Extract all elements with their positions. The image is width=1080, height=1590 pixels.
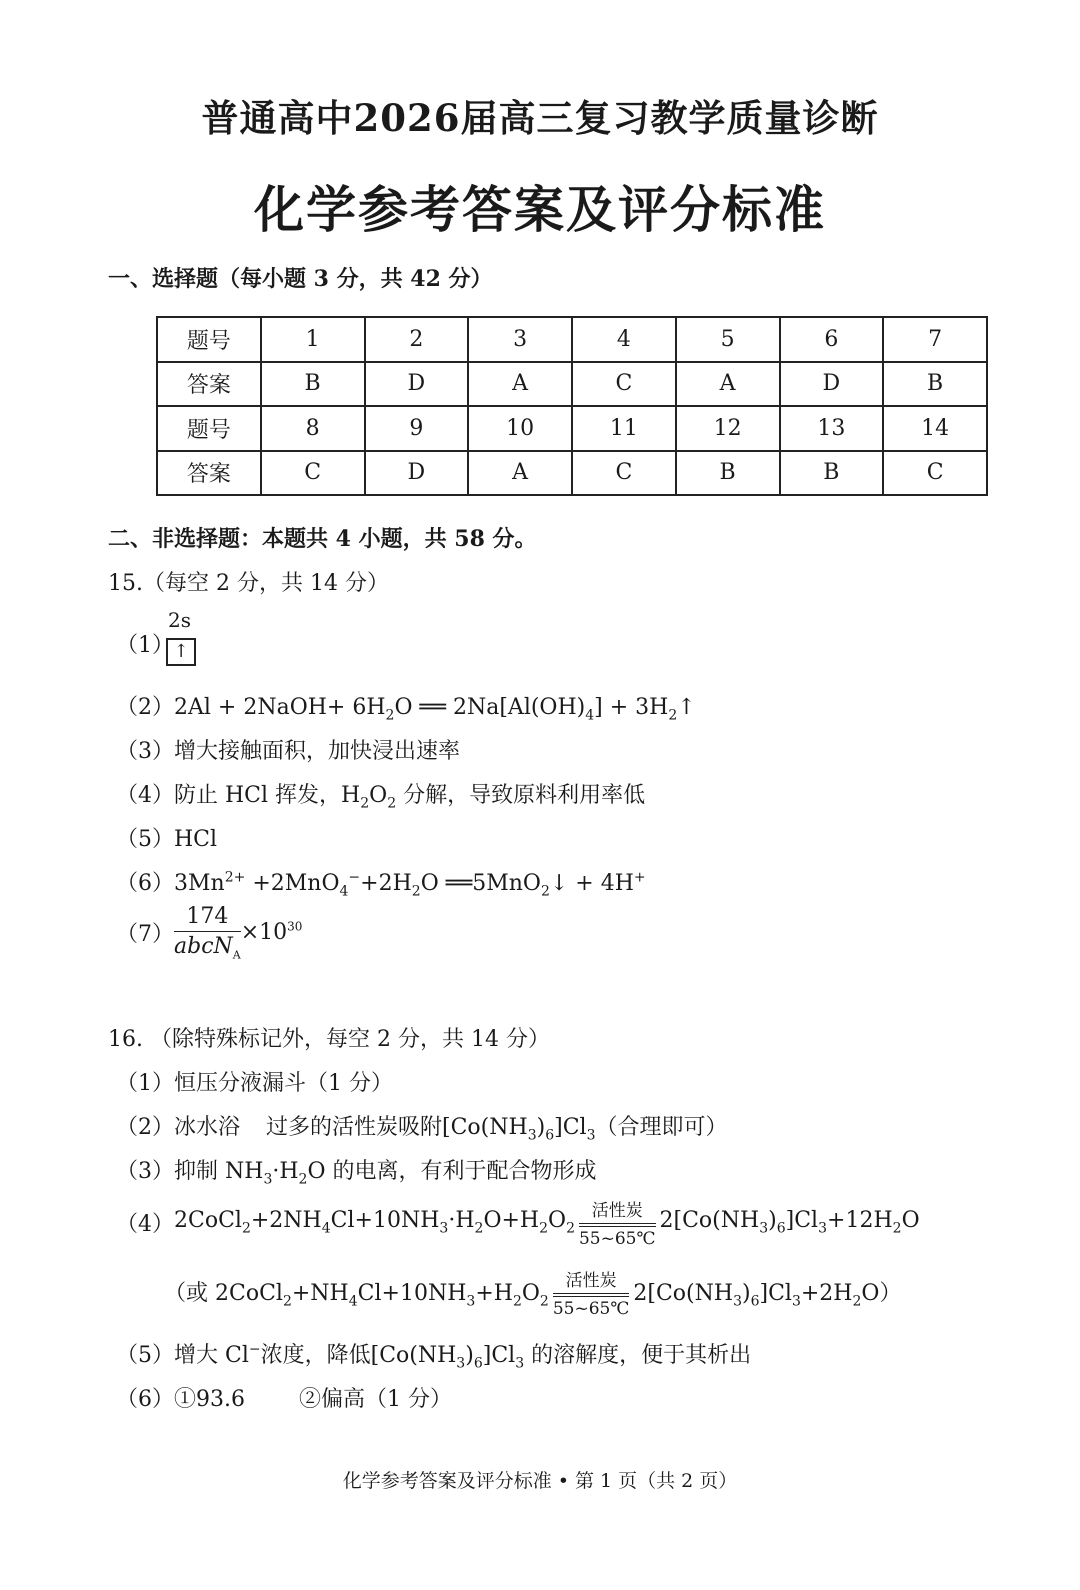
q16-5-label: （5） [116,1343,174,1368]
q16-1-label: （1） [116,1071,174,1096]
table-cell: 12 [676,406,780,451]
q15-7-label: （7） [116,922,174,948]
fraction-denominator: abcN$_A$ [174,934,241,962]
table-cell: C [883,451,987,496]
table-cell: C [572,362,676,407]
table-cell: 1 [261,317,365,362]
orbital-box [166,638,196,666]
q16-5-line: （5）增大 Cl−浓度，降低$[Co(NH_3)_6]Cl_3$ 的溶解度，便于其析出 [116,1341,752,1372]
q16-2-text-a: 冰水浴 [174,1115,241,1140]
reaction-condition: 活性炭 55~65℃ [578,1201,656,1249]
page-subtitle: 化学参考答案及评分标准 [254,180,826,239]
q15-7-line [116,904,302,961]
table-row [157,317,987,362]
q15-1-label: （1） [116,633,174,658]
q16-4-alt-line: （或 $2CoCl_2+NH_4Cl+10NH_3+H_2O_2$ 活性炭 55~65℃ $2[Co(NH_3)_6]Cl_3+2H_2O$） [164,1266,901,1319]
table-cell: B [676,451,780,496]
orbital-label: 2s [168,608,191,632]
table-cell: C [572,451,676,496]
q15-4-text-a: 防止 HCl 挥发，H [174,783,361,808]
q16-4-line: $(4)2CoCl_2+2NH_4Cl+10NH_3\cdot H_2O+H_2O_2$ 活性炭 55~65℃ $2[Co(NH_3)_6]Cl_3+12H_2O$ [116,1196,920,1249]
q16-4-label: （4） [116,1212,174,1237]
table-cell: C [261,451,365,496]
row-label: 题号 [157,406,261,451]
q16-2-label: （2） [116,1115,174,1140]
table-cell: 8 [261,406,365,451]
table-row [157,451,987,496]
q16-header: 16. （除特殊标记外，每空 2 分，共 14 分） [108,1027,550,1052]
table-cell: B [261,362,365,407]
q16-6-text-a: ①93.6 [174,1387,245,1412]
q16-1-text: 恒压分液漏斗（1 分） [174,1071,393,1096]
table-cell: 14 [883,406,987,451]
reaction-condition: 活性炭 55~65℃ [552,1271,630,1319]
q15-6-line: $(6)3Mn^{2+} +2MnO_4^-+2H_2O$ ══5MnO$_2$↓ + 4H+ [116,869,646,900]
table-cell: 10 [468,406,572,451]
row-label: 答案 [157,362,261,407]
table-cell: 9 [365,406,469,451]
table-cell: A [468,362,572,407]
table-row [157,406,987,451]
table-cell: 5 [676,317,780,362]
table-cell: D [780,362,884,407]
q16-1-line [116,1066,393,1097]
q15-header: 15.（每空 2 分，共 14 分） [108,571,389,596]
q15-4-text-b: O [369,783,388,808]
table-cell: D [365,362,469,407]
q15-4-line: （4）防止 HCl 挥发，$H_2O_2$ 分解，导致原料利用率低 [116,783,646,812]
q15-5-text: HCl [174,827,218,852]
table-cell: 13 [780,406,884,451]
table-row [157,362,987,407]
page-title: 普通高中2026届高三复习教学质量诊断 [201,96,879,140]
q15-3-label: （3） [116,739,174,764]
q16-6-line [116,1382,452,1413]
q15-2-line: （2）2Al + 2NaOH+ $6H_2O$ ══ $2Na[Al(OH)_4]$ + $3H_2↑$ [116,695,696,724]
table-cell: 3 [468,317,572,362]
table-cell: D [365,451,469,496]
q16-3-label: （3） [116,1159,174,1184]
table-cell: 4 [572,317,676,362]
q15-4-label: （4） [116,783,174,808]
q15-3-text: 增大接触面积，加快浸出速率 [174,739,461,764]
q16-2-text-e: （合理即可） [595,1115,728,1140]
row-label: 题号 [157,317,261,362]
q16-2-text-b: 过多的活性炭吸附[Co(NH [266,1115,528,1140]
q15-5-label: （5） [116,827,174,852]
fraction-numerator: 174 [174,904,241,932]
q15-4-text-c: 分解，导致原料利用率低 [403,783,646,808]
section2-heading: 二、非选择题：本题共 4 小题，共 58 分。 [108,526,537,552]
table-cell: 11 [572,406,676,451]
table-cell: A [676,362,780,407]
table-cell: B [883,362,987,407]
row-label: 答案 [157,451,261,496]
times-power: $\times 10^{30}$ [240,920,303,946]
table-cell: 6 [780,317,884,362]
table-cell: 2 [365,317,469,362]
page-footer: 化学参考答案及评分标准 • 第 1 页（共 2 页） [342,1470,738,1492]
q15-6-label: （6） [116,871,174,896]
q15-2-label: （2） [116,695,174,720]
q15-5-line [116,822,217,853]
table-cell: A [468,451,572,496]
q16-6-text-b: ②偏高（1 分） [299,1387,452,1412]
table-cell: 7 [883,317,987,362]
section1-heading: 一、选择题（每小题 3 分，共 42 分） [108,266,493,292]
q16-6-label: （6） [116,1387,174,1412]
q16-2-line: （2）冰水浴 过多的活性炭吸附$[Co(NH_3)_6]Cl_3$（合理即可） [116,1115,728,1144]
table-cell: B [780,451,884,496]
answer-table [156,316,988,496]
q15-3-line [116,734,460,765]
density-fraction [174,904,241,961]
q16-3-line: （3）抑制 $NH_3\cdot H_2O$ 的电离，有利于配合物形成 [116,1159,597,1188]
up-arrow-icon: ↑ [173,641,189,662]
